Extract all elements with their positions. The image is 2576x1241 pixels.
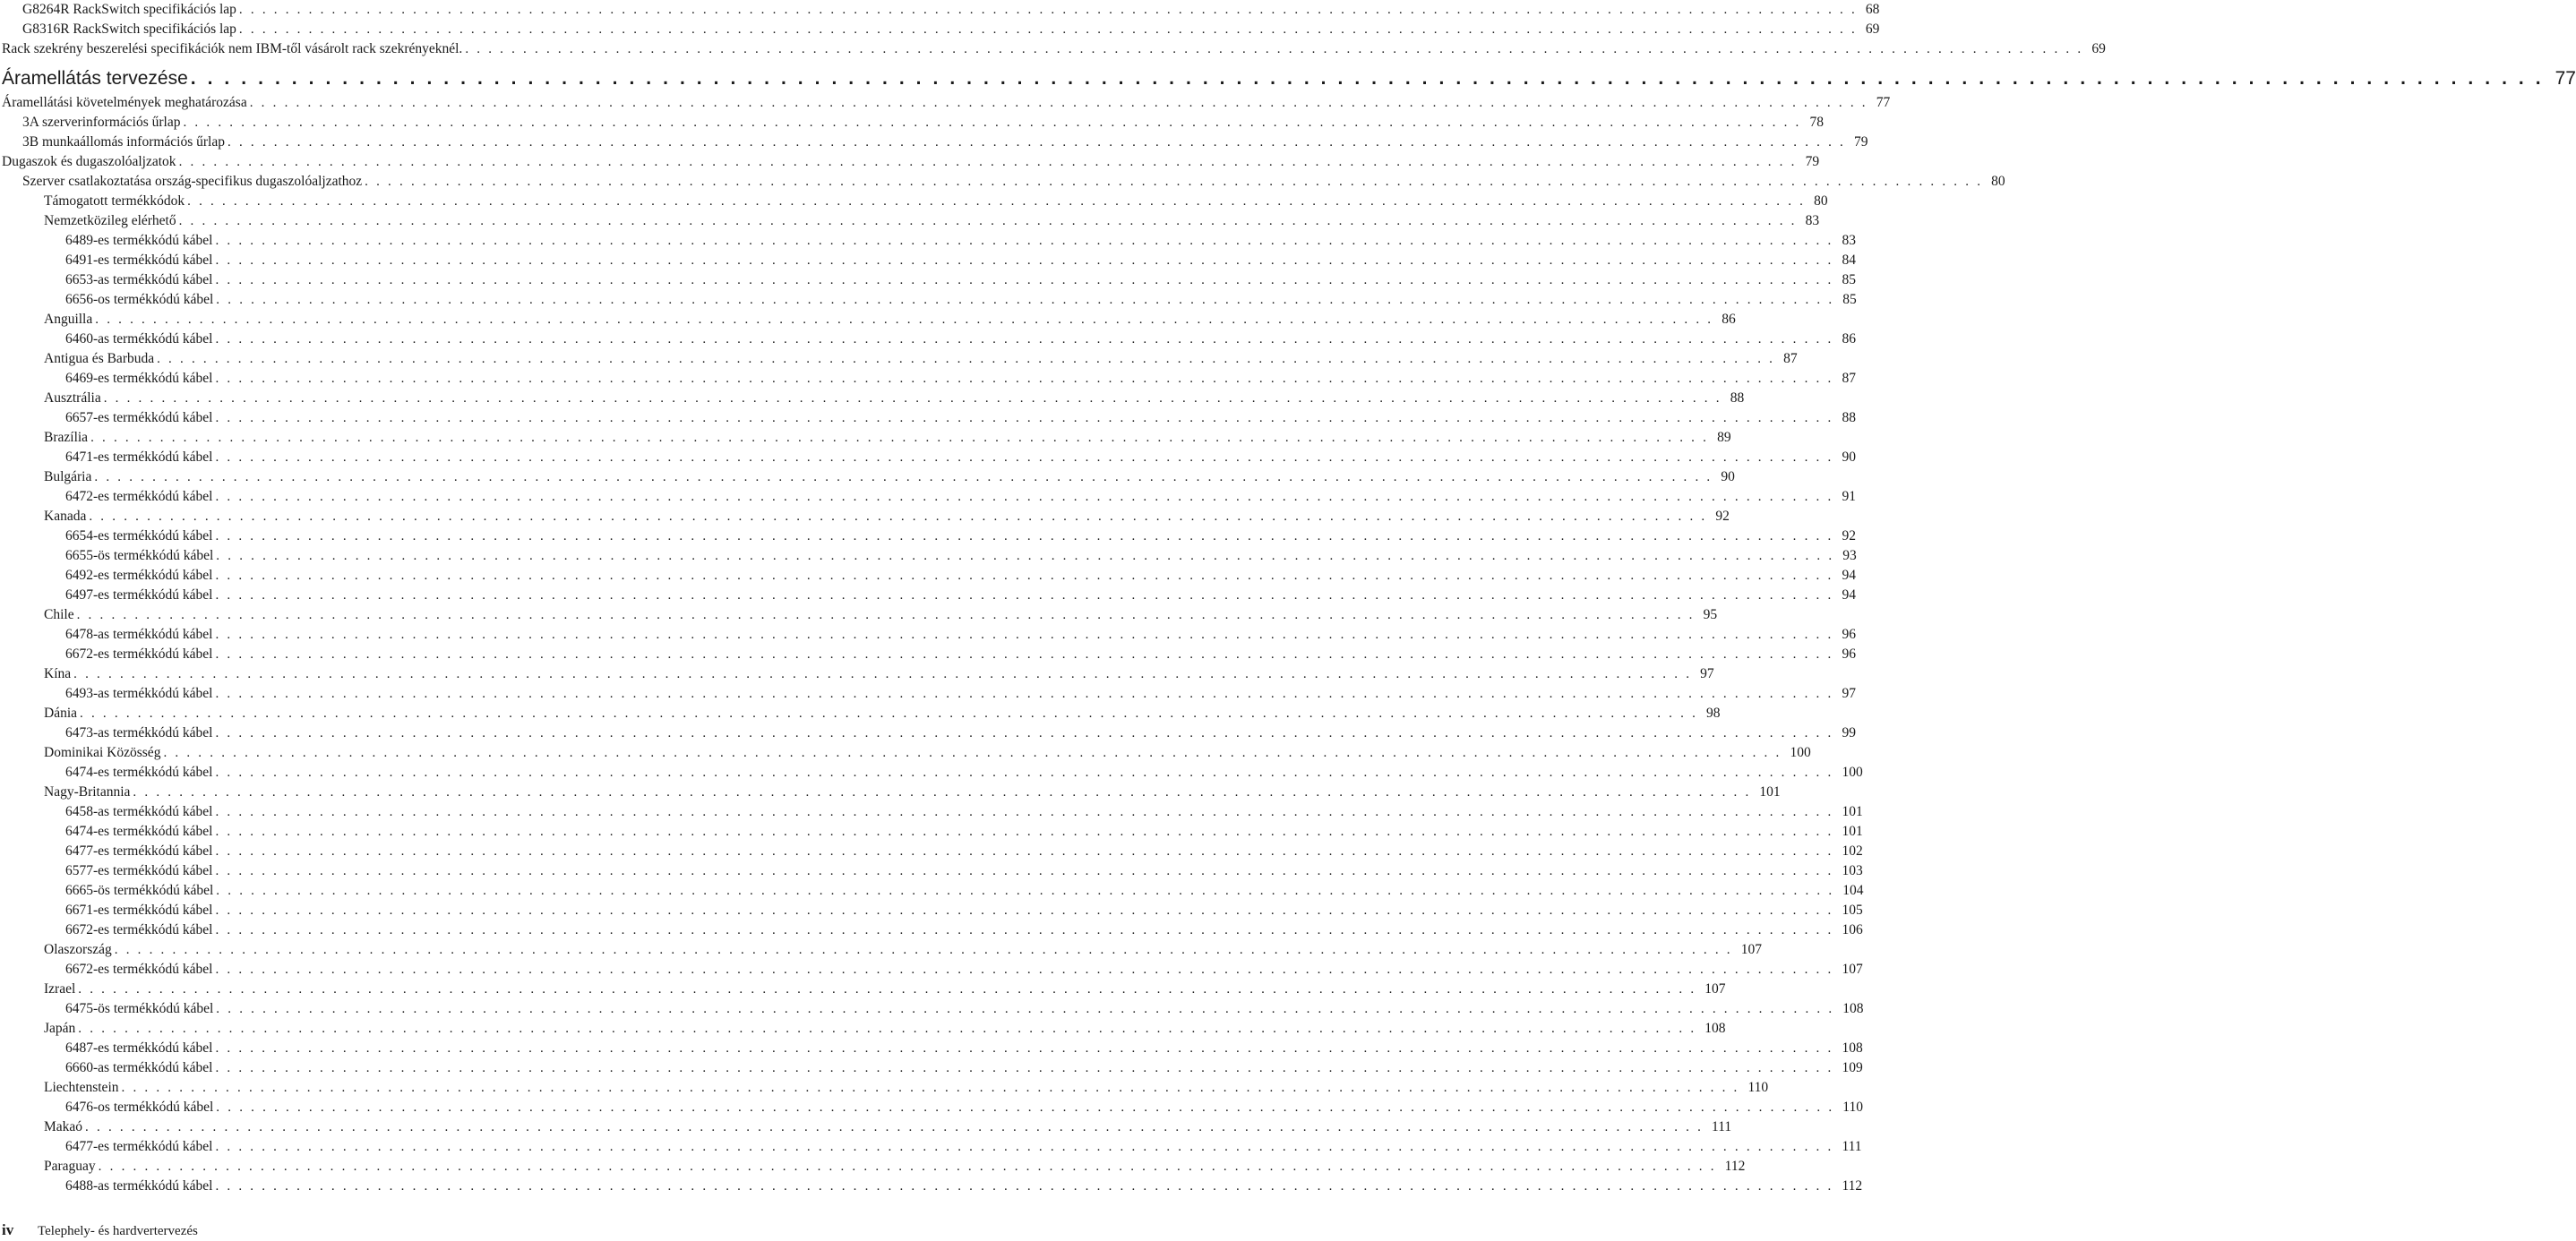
toc-entry[interactable] (0, 980, 1726, 999)
toc-entry-title: 6653-as termékkódú kábel (65, 272, 213, 287)
toc-entry[interactable] (0, 664, 1714, 684)
toc-entry-page: 97 (1700, 666, 1714, 681)
toc-entry-title: 6458-as termékkódú kábel (65, 804, 213, 819)
toc-entry-title: 6660-as termékkódú kábel (65, 1060, 213, 1075)
dot-leader: ............................................................................................................................................ (215, 844, 1840, 859)
dot-leader: ............................................................................................................................................ (215, 864, 1840, 878)
toc-entry[interactable] (0, 920, 1863, 940)
toc-entry-title: Dugaszok és dugaszolóaljzatok (2, 154, 176, 169)
toc-entry-page: 101 (1759, 784, 1781, 800)
toc-entry[interactable] (0, 39, 2106, 59)
toc-entry-page: 107 (1740, 942, 1762, 957)
dot-leader: ............................................................................................................................................ (90, 431, 1715, 445)
toc-entry[interactable] (0, 802, 1863, 822)
toc-entry-title: 6672-es termékkódú kábel (65, 962, 213, 977)
toc-entry[interactable] (0, 172, 2005, 192)
toc-entry[interactable] (0, 192, 1828, 211)
toc-entry-page: 69 (1865, 21, 1880, 37)
toc-entry-title: 6491-es termékkódú kábel (65, 252, 213, 268)
toc-entry-page: 90 (1721, 469, 1735, 484)
dot-leader: ............................................................................................................................................ (78, 1022, 1703, 1036)
toc-entry[interactable] (0, 526, 1856, 546)
toc-entry[interactable] (0, 704, 1721, 723)
toc-entry[interactable] (0, 408, 1856, 428)
toc-entry-page: 83 (1842, 233, 1856, 248)
dot-leader: ............................................................................................................................................ (187, 194, 1812, 209)
dot-leader: ............................................................................................................................................ (215, 253, 1840, 268)
toc-entry-title: Anguilla (44, 312, 93, 327)
dot-leader: ............................................................................................................................................ (215, 234, 1840, 248)
toc-entry-page: 108 (1704, 1021, 1726, 1036)
toc-entry-page: 97 (1842, 686, 1856, 701)
toc-entry[interactable] (0, 1058, 1863, 1078)
dot-leader: ............................................................................................................................................ (163, 746, 1788, 760)
toc-entry[interactable] (0, 605, 1718, 625)
toc-entry-title: Brazília (44, 430, 89, 445)
toc-entry[interactable] (0, 487, 1856, 507)
toc-entry-page: 78 (1809, 115, 1824, 130)
dot-leader: ............................................................................................................................................ (228, 135, 1851, 150)
toc-entry[interactable] (0, 822, 1863, 842)
book-title: Telephely- és hardvertervezés (38, 1224, 198, 1238)
toc-entry-title: 6654-es termékkódú kábel (65, 528, 213, 543)
dot-leader: ............................................................................................................................................ (78, 982, 1703, 997)
toc-entry-title: Chile (44, 607, 74, 622)
dot-leader: ............................................................................................................................................ (215, 628, 1840, 642)
toc-entry-page: 112 (1724, 1159, 1746, 1174)
dot-leader: ............................................................................................................................................ (215, 588, 1840, 603)
toc-entry[interactable] (0, 211, 1820, 231)
dot-leader: ............................................................................................................................................ (157, 352, 1782, 366)
toc-entry-page: 104 (1842, 883, 1864, 898)
toc-entry-title: 6665-ös termékkódú kábel (65, 883, 214, 898)
toc-entry[interactable] (0, 251, 1856, 270)
toc-entry-page: 105 (1842, 903, 1863, 918)
toc-entry-title: Áramellátási követelmények meghatározása (2, 95, 247, 110)
toc-entry-page: 88 (1730, 390, 1745, 406)
toc-entry[interactable] (0, 783, 1781, 802)
dot-leader: ............................................................................................................................................ (73, 667, 1698, 681)
dot-leader: ............................................................................................................................................ (80, 706, 1704, 721)
toc-entry-page: 91 (1842, 489, 1856, 504)
toc-entry-page: 92 (1715, 509, 1730, 524)
toc-entry-page: 90 (1842, 449, 1856, 465)
toc-entry-page: 99 (1842, 725, 1856, 740)
dot-leader: ............................................................................................................................................ (215, 372, 1840, 386)
dot-leader: ............................................................................................................................................ (76, 608, 1701, 622)
toc-entry[interactable] (0, 428, 1731, 448)
toc-entry[interactable] (0, 1177, 1863, 1196)
page-number: iv (2, 1221, 14, 1238)
toc-entry[interactable] (0, 133, 1868, 152)
dot-leader: ............................................................................................................................................ (215, 825, 1840, 839)
toc-entry[interactable] (0, 743, 1811, 763)
toc-entry-title: Liechtenstein (44, 1080, 119, 1095)
toc-entry-page: 103 (1842, 863, 1863, 878)
dot-leader: ............................................................................................................................................ (215, 1179, 1840, 1194)
toc-entry-page: 68 (1865, 2, 1880, 17)
dot-leader: ............................................................................................................................................ (114, 943, 1739, 957)
dot-leader: ............................................................................................................................................ (98, 1160, 1722, 1174)
dot-leader: ............................................................................................................................................ (216, 1002, 1841, 1016)
dot-leader: ............................................................................................................................................ (215, 963, 1840, 977)
dot-leader: ............................................................................................................................................ (215, 490, 1840, 504)
toc-entry[interactable] (0, 723, 1856, 743)
dot-leader: ............................................................................................................................................ (215, 726, 1840, 740)
toc-entry-title: 6473-as termékkódú kábel (65, 725, 213, 740)
toc-entry-title: 6497-es termékkódú kábel (65, 587, 213, 603)
toc-entry-page: 69 (2091, 41, 2106, 56)
toc-entry-page: 108 (1842, 1040, 1863, 1056)
dot-leader: ............................................................................................................................................ (103, 391, 1728, 406)
toc-chapter-entry[interactable] (0, 65, 2576, 92)
toc-entry[interactable] (0, 507, 1730, 526)
toc-entry-page: 94 (1842, 568, 1856, 583)
toc-entry-page: 107 (1704, 981, 1726, 997)
toc-entry-title: 6475-ös termékkódú kábel (65, 1001, 214, 1016)
toc-entry-page: 84 (1842, 252, 1856, 268)
page-footer (0, 1221, 198, 1241)
dot-leader: ............................................................................................................................................ (216, 293, 1841, 307)
dot-leader: ............................................................................................................................................ (215, 529, 1840, 543)
toc-entry-page: 94 (1842, 587, 1856, 603)
toc-entry[interactable] (0, 113, 1824, 133)
toc-entry[interactable] (0, 270, 1856, 290)
toc-entry-title: 6488-as termékkódú kábel (65, 1178, 213, 1194)
toc-entry[interactable] (0, 20, 1880, 39)
toc-entry-title: 6492-es termékkódú kábel (65, 568, 213, 583)
dot-leader: ............................................................................................................................................ (94, 470, 1719, 484)
toc-entry-page: 95 (1703, 607, 1718, 622)
toc-entry-title: 6477-es termékkódú kábel (65, 843, 213, 859)
toc-entry[interactable] (0, 1039, 1863, 1058)
dot-leader: ............................................................................................................................................ (465, 42, 2090, 56)
toc-entry-title: 6672-es termékkódú kábel (65, 922, 213, 937)
toc-entry-title: 6474-es termékkódú kábel (65, 765, 213, 780)
toc-entry-title: Támogatott termékkódok (44, 193, 185, 209)
toc-entry[interactable] (0, 901, 1863, 920)
toc-entry-title: 6472-es termékkódú kábel (65, 489, 213, 504)
dot-leader: ............................................................................................................................................ (238, 22, 1863, 37)
dot-leader: ............................................................................................................................................ (215, 805, 1840, 819)
toc-entry-title: 6477-es termékkódú kábel (65, 1139, 213, 1154)
toc-entry-title: G8264R RackSwitch specifikációs lap (22, 2, 236, 17)
toc-entry-title: Bulgária (44, 469, 92, 484)
toc-entry[interactable] (0, 960, 1863, 980)
toc-entry-title: 6671-es termékkódú kábel (65, 903, 213, 918)
toc-entry-page: 111 (1712, 1119, 1732, 1134)
toc-entry-page: 101 (1842, 804, 1863, 819)
toc-entry[interactable] (0, 152, 1820, 172)
toc-entry-title: 6487-es termékkódú kábel (65, 1040, 213, 1056)
dot-leader: ............................................................................................................................................ (178, 214, 1803, 228)
toc-entry-page: 77 (2555, 68, 2576, 89)
toc-entry-page: 100 (1790, 745, 1811, 760)
toc-entry[interactable] (0, 349, 1798, 369)
toc-entry-page: 100 (1842, 765, 1863, 780)
toc-entry[interactable] (0, 1098, 1863, 1117)
toc-entry-page: 108 (1842, 1001, 1864, 1016)
toc-entry-page: 92 (1842, 528, 1856, 543)
toc-entry-page: 88 (1842, 410, 1856, 425)
toc-entry[interactable] (0, 290, 1857, 310)
toc-entry-title: 6478-as termékkódú kábel (65, 627, 213, 642)
toc-entry-page: 98 (1706, 706, 1721, 721)
toc-entry-page: 80 (1814, 193, 1828, 209)
toc-entry[interactable] (0, 231, 1856, 251)
toc-entry-page: 80 (1991, 174, 2005, 189)
toc-entry-page: 96 (1842, 627, 1856, 642)
toc-entry-title: 6657-es termékkódú kábel (65, 410, 213, 425)
toc-entry[interactable] (0, 684, 1856, 704)
toc-entry[interactable] (0, 566, 1856, 586)
toc-entry-title: Ausztrália (44, 390, 101, 406)
dot-leader: ............................................................................................................................................ (95, 312, 1720, 327)
dot-leader: ............................................................................................................................................ (215, 569, 1840, 583)
toc-entry[interactable] (0, 546, 1857, 566)
dot-leader: ............................................................................................................................................ (183, 116, 1807, 130)
toc-entry-page: 102 (1842, 843, 1863, 859)
toc-entry[interactable] (0, 881, 1864, 901)
dot-leader: ............................................................................................................................................ (215, 1041, 1840, 1056)
toc-entry-page: 112 (1842, 1178, 1863, 1194)
toc-entry-title: 6493-as termékkódú kábel (65, 686, 213, 701)
toc-entry-title: 6471-es termékkódú kábel (65, 449, 213, 465)
toc-entry[interactable] (0, 625, 1856, 645)
toc-entry[interactable] (0, 448, 1856, 467)
toc-entry-title: 3A szerverinformációs űrlap (22, 115, 181, 130)
dot-leader: ............................................................................................................................................ (190, 68, 2553, 89)
dot-leader: ............................................................................................................................................ (215, 687, 1840, 701)
toc-entry-title: Olaszország (44, 942, 112, 957)
toc-entry[interactable] (0, 940, 1762, 960)
toc-entry[interactable] (0, 310, 1736, 330)
dot-leader: ............................................................................................................................................ (216, 884, 1841, 898)
toc-entry-title: Paraguay (44, 1159, 96, 1174)
toc-entry-page: 96 (1842, 646, 1856, 662)
toc-entry[interactable] (0, 645, 1856, 664)
toc-entry-title: Dánia (44, 706, 78, 721)
dot-leader: ............................................................................................................................................ (215, 450, 1840, 465)
dot-leader: ............................................................................................................................................ (133, 785, 1757, 800)
toc-entry[interactable] (0, 999, 1864, 1019)
toc-entry-title: 6577-es termékkódú kábel (65, 863, 213, 878)
toc-entry-title: Áramellátás tervezése (2, 68, 188, 89)
toc-entry-page: 86 (1722, 312, 1736, 327)
dot-leader: ............................................................................................................................................ (215, 647, 1840, 662)
dot-leader: ............................................................................................................................................ (215, 1140, 1840, 1154)
toc-entry-page: 85 (1842, 292, 1857, 307)
dot-leader: ............................................................................................................................................ (85, 1120, 1710, 1134)
toc-entry[interactable] (0, 467, 1735, 487)
toc-entry[interactable] (0, 1078, 1769, 1098)
toc-entry[interactable] (0, 1019, 1726, 1039)
toc-entry-page: 109 (1842, 1060, 1863, 1075)
toc-entry-title: 6476-os termékkódú kábel (65, 1100, 214, 1115)
toc-entry-page: 77 (1876, 95, 1891, 110)
toc-entry-title: Dominikai Közösség (44, 745, 161, 760)
dot-leader: ............................................................................................................................................ (238, 3, 1863, 17)
toc-entry[interactable] (0, 93, 1891, 113)
toc-entry[interactable] (0, 330, 1856, 349)
toc-entry-page: 106 (1842, 922, 1863, 937)
dot-leader: ............................................................................................................................................ (121, 1081, 1746, 1095)
toc-entry-page: 86 (1842, 331, 1856, 347)
toc-entry-title: 6469-es termékkódú kábel (65, 371, 213, 386)
dot-leader: ............................................................................................................................................ (89, 509, 1713, 524)
toc-entry-title: Izrael (44, 981, 76, 997)
toc-entry-title: Nagy-Britannia (44, 784, 131, 800)
toc-entry-page: 85 (1842, 272, 1856, 287)
toc-entry-page: 79 (1854, 134, 1868, 150)
dot-leader: ............................................................................................................................................ (215, 332, 1840, 347)
toc-entry-page: 79 (1805, 154, 1820, 169)
toc-entry-title: Kína (44, 666, 72, 681)
toc-entry-page: 89 (1717, 430, 1731, 445)
toc-entry-page: 110 (1747, 1080, 1769, 1095)
toc-entry-page: 93 (1842, 548, 1857, 563)
toc-entry-page: 101 (1842, 824, 1863, 839)
toc-entry-title: 3B munkaállomás információs űrlap (22, 134, 225, 150)
toc-entry[interactable] (0, 1137, 1862, 1157)
toc-entry-title: Rack szekrény beszerelési specifikációk nem IBM-től vásárolt rack szekrényeknél. (2, 41, 463, 56)
toc-entry-title: G8316R RackSwitch specifikációs lap (22, 21, 236, 37)
dot-leader: ............................................................................................................................................ (215, 1061, 1840, 1075)
toc-entry-title: 6474-es termékkódú kábel (65, 824, 213, 839)
toc-entry[interactable] (0, 389, 1745, 408)
toc-entry-title: Makaó (44, 1119, 83, 1134)
toc-entry[interactable] (0, 842, 1863, 861)
dot-leader: ............................................................................................................................................ (216, 1100, 1841, 1115)
toc-entry-page: 87 (1783, 351, 1798, 366)
toc-entry[interactable] (0, 1157, 1746, 1177)
toc-entry[interactable] (0, 763, 1863, 783)
toc-entry[interactable] (0, 369, 1856, 389)
dot-leader: ............................................................................................................................................ (365, 175, 1989, 189)
dot-leader: ............................................................................................................................................ (249, 96, 1874, 110)
toc-entry-title: 6672-es termékkódú kábel (65, 646, 213, 662)
dot-leader: ............................................................................................................................................ (215, 273, 1840, 287)
toc-entry[interactable] (0, 586, 1856, 605)
toc-entry-title: Kanada (44, 509, 87, 524)
toc-entry-page: 87 (1842, 371, 1856, 386)
dot-leader: ............................................................................................................................................ (215, 903, 1840, 918)
toc-entry-title: Japán (44, 1021, 76, 1036)
dot-leader: ............................................................................................................................................ (178, 155, 1803, 169)
toc-entry-page: 107 (1842, 962, 1863, 977)
toc-entry-page: 110 (1842, 1100, 1863, 1115)
dot-leader: ............................................................................................................................................ (215, 766, 1840, 780)
toc-entry-title: 6656-os termékkódú kábel (65, 292, 214, 307)
toc-entry-title: 6655-ös termékkódú kábel (65, 548, 214, 563)
dot-leader: ............................................................................................................................................ (216, 549, 1841, 563)
toc-entry-title: 6489-es termékkódú kábel (65, 233, 213, 248)
toc-entry-title: Nemzetközileg elérhető (44, 213, 176, 228)
toc-entry-page: 83 (1805, 213, 1820, 228)
toc-entry-title: Szerver csatlakoztatása ország-specifikus dugaszolóaljzathoz (22, 174, 363, 189)
dot-leader: ............................................................................................................................................ (215, 923, 1840, 937)
toc-entry[interactable] (0, 1117, 1732, 1137)
toc-entry[interactable] (0, 861, 1863, 881)
toc-entry[interactable] (0, 0, 1880, 20)
toc-entry-title: Antigua és Barbuda (44, 351, 155, 366)
toc-entry-title: 6460-as termékkódú kábel (65, 331, 213, 347)
dot-leader: ............................................................................................................................................ (215, 411, 1840, 425)
toc-entry-page: 111 (1842, 1139, 1862, 1154)
